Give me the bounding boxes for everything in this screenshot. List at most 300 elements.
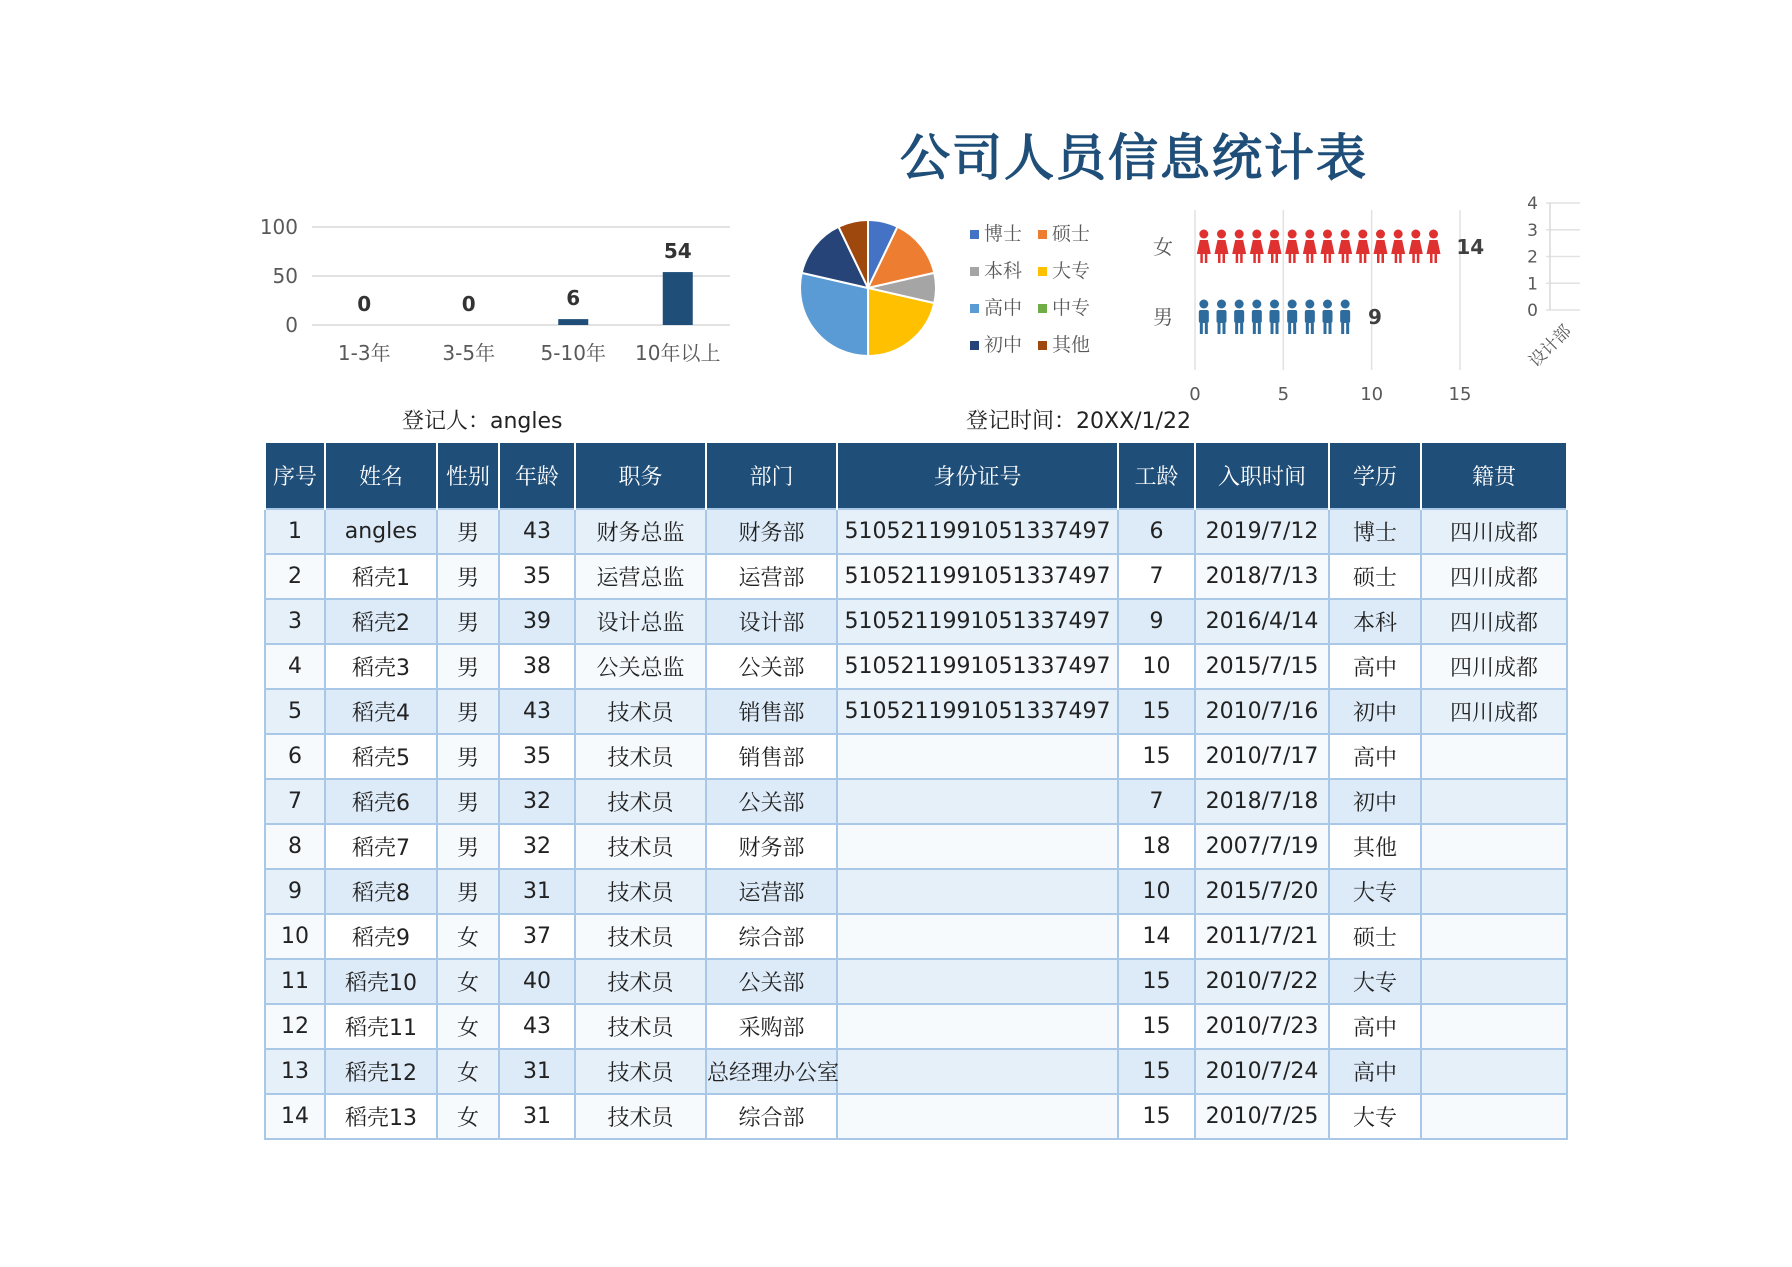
table-cell: 博士 (1329, 509, 1421, 554)
table-cell (1421, 959, 1567, 1004)
x-tick-label: 10年以上 (635, 341, 721, 365)
register-person-text: 登记人：angles (402, 409, 563, 434)
table-cell: 9 (265, 869, 325, 914)
table-cell: 公关总监 (575, 644, 706, 689)
table-cell: 稻壳7 (325, 824, 437, 869)
table-cell: 大专 (1329, 1094, 1421, 1139)
gender-chart-svg (1150, 200, 1490, 405)
table-cell (837, 1049, 1118, 1094)
y-tick-label: 50 (272, 264, 298, 288)
y-tick-label: 3 (1527, 220, 1538, 241)
person-dress (1374, 240, 1388, 254)
person-icon (1287, 300, 1297, 335)
person-leg (1253, 254, 1256, 263)
table-cell (1421, 734, 1567, 779)
legend-swatch (970, 267, 979, 276)
table-row (265, 734, 1567, 779)
person-body (1252, 310, 1262, 323)
legend-label: 其他 (1052, 334, 1091, 356)
person-icon (1252, 300, 1262, 335)
table-cell: 技术员 (575, 689, 706, 734)
x-tick-label: 5-10年 (540, 341, 606, 365)
department-chart-svg (1515, 195, 1585, 395)
table-cell: 31 (499, 869, 575, 914)
person-leg (1311, 254, 1314, 263)
table-cell (1421, 869, 1567, 914)
person-icon (1427, 230, 1441, 264)
table-cell: 15 (1118, 734, 1195, 779)
legend-label: 硕士 (1052, 223, 1091, 245)
person-head (1305, 300, 1314, 309)
table-row (265, 824, 1567, 869)
table-cell: 本科 (1329, 599, 1421, 644)
column-header: 学历 (1329, 443, 1421, 509)
person-dress (1391, 240, 1405, 254)
person-leg (1417, 254, 1420, 263)
table-cell: 11 (265, 959, 325, 1004)
table-cell: 稻壳2 (325, 599, 437, 644)
table-cell: 2010/7/23 (1195, 1004, 1329, 1049)
data-label: 54 (663, 239, 692, 264)
column-header: 入职时间 (1195, 443, 1329, 509)
person-leg (1288, 323, 1291, 334)
table-cell: 技术员 (575, 1049, 706, 1094)
person-icon (1232, 230, 1246, 264)
table-cell: 稻壳13 (325, 1094, 437, 1139)
table-cell (837, 779, 1118, 824)
person-head (1288, 300, 1297, 309)
person-dress (1338, 240, 1352, 254)
table-cell: 37 (499, 914, 575, 959)
person-body (1270, 310, 1280, 323)
person-dress (1197, 240, 1211, 254)
y-tick-label: 100 (259, 215, 298, 239)
person-leg (1399, 254, 1402, 263)
table-cell: 男 (437, 734, 499, 779)
table-cell: 15 (1118, 1094, 1195, 1139)
person-dress (1285, 240, 1299, 254)
person-head (1270, 300, 1279, 309)
legend-label: 高中 (984, 297, 1023, 319)
person-body (1305, 310, 1315, 323)
table-cell: 总经理办公室 (706, 1049, 837, 1094)
x-tick-label: 设计部 (1525, 321, 1576, 372)
person-dress (1356, 240, 1370, 254)
y-category-label: 男 (1153, 305, 1173, 329)
table-cell: 2 (265, 554, 325, 599)
legend-swatch (1038, 230, 1047, 239)
table-cell: 男 (437, 869, 499, 914)
person-leg (1218, 254, 1221, 263)
person-head (1252, 300, 1261, 309)
table-cell: 10 (1118, 644, 1195, 689)
person-head (1235, 230, 1244, 239)
person-head (1235, 300, 1244, 309)
person-head (1376, 230, 1385, 239)
table-cell: 稻壳5 (325, 734, 437, 779)
table-cell: 6 (1118, 509, 1195, 554)
table-cell: 13 (265, 1049, 325, 1094)
person-head (1429, 230, 1438, 239)
table-cell: 男 (437, 824, 499, 869)
person-head (1199, 300, 1208, 309)
table-cell: 女 (437, 1094, 499, 1139)
person-leg (1382, 254, 1385, 263)
person-leg (1293, 254, 1296, 263)
person-head (1217, 300, 1226, 309)
table-body (265, 509, 1567, 1139)
table-cell: 10 (265, 914, 325, 959)
table-cell: 5105211991051337497 (837, 509, 1118, 554)
person-leg (1329, 254, 1332, 263)
person-leg (1271, 254, 1274, 263)
table-row (265, 914, 1567, 959)
person-leg (1329, 323, 1332, 334)
register-person (402, 404, 563, 435)
table-cell: 稻壳10 (325, 959, 437, 1004)
table-cell: 财务部 (706, 824, 837, 869)
person-leg (1240, 323, 1243, 334)
table-row (265, 509, 1567, 554)
person-dress (1409, 240, 1423, 254)
table-cell: 女 (437, 914, 499, 959)
table-row (265, 689, 1567, 734)
legend-label: 博士 (984, 223, 1023, 245)
person-head (1288, 230, 1297, 239)
legend-label: 大专 (1052, 260, 1091, 282)
table-cell (1421, 824, 1567, 869)
column-header: 身份证号 (837, 443, 1118, 509)
table-cell: 14 (1118, 914, 1195, 959)
table-row (265, 1049, 1567, 1094)
y-tick-label: 0 (285, 313, 298, 337)
table-cell: 5105211991051337497 (837, 599, 1118, 644)
table-cell: 技术员 (575, 869, 706, 914)
table-cell: 四川成都 (1421, 689, 1567, 734)
table-cell: 男 (437, 779, 499, 824)
table-cell: 39 (499, 599, 575, 644)
table-cell: 四川成都 (1421, 509, 1567, 554)
table-cell: 稻壳12 (325, 1049, 437, 1094)
person-icon (1391, 230, 1405, 264)
person-icon (1197, 230, 1211, 264)
person-icon (1409, 230, 1423, 264)
table-cell: 稻壳8 (325, 869, 437, 914)
person-leg (1235, 323, 1238, 334)
table-cell: 运营总监 (575, 554, 706, 599)
table-cell (837, 869, 1118, 914)
person-leg (1223, 323, 1226, 334)
table-cell: 15 (1118, 1004, 1195, 1049)
table-cell: 稻壳4 (325, 689, 437, 734)
person-leg (1200, 323, 1203, 334)
table-cell: 销售部 (706, 734, 837, 779)
table-cell: 35 (499, 734, 575, 779)
table-cell: 男 (437, 644, 499, 689)
person-leg (1236, 254, 1239, 263)
person-icon (1338, 230, 1352, 264)
table-cell: angles (325, 509, 437, 554)
table-cell: 综合部 (706, 914, 837, 959)
person-leg (1311, 323, 1314, 334)
table-cell: 7 (1118, 779, 1195, 824)
person-dress (1303, 240, 1317, 254)
table-cell: 其他 (1329, 824, 1421, 869)
person-leg (1412, 254, 1415, 263)
table-cell: 2010/7/17 (1195, 734, 1329, 779)
person-icon (1215, 230, 1229, 264)
person-leg (1253, 323, 1256, 334)
table-cell: 9 (1118, 599, 1195, 644)
table-cell: 32 (499, 779, 575, 824)
table-cell: 稻壳11 (325, 1004, 437, 1049)
table-cell: 男 (437, 689, 499, 734)
legend-swatch (1038, 304, 1047, 313)
table-row (265, 554, 1567, 599)
education-pie-chart-svg (795, 210, 1125, 370)
person-dress (1215, 240, 1229, 254)
table-cell: 2019/7/12 (1195, 509, 1329, 554)
table-cell: 设计总监 (575, 599, 706, 644)
table-cell: 18 (1118, 824, 1195, 869)
table-row (265, 869, 1567, 914)
table-cell: 初中 (1329, 689, 1421, 734)
table-cell: 2010/7/24 (1195, 1049, 1329, 1094)
male-pictograph (1199, 300, 1350, 335)
column-header: 职务 (575, 443, 706, 509)
table-cell: 32 (499, 824, 575, 869)
table-cell: 技术员 (575, 959, 706, 1004)
person-leg (1205, 323, 1208, 334)
person-head (1341, 300, 1350, 309)
table-cell: 硕士 (1329, 554, 1421, 599)
table-row (265, 644, 1567, 689)
table-cell: 女 (437, 1004, 499, 1049)
column-header: 性别 (437, 443, 499, 509)
table-cell: 3 (265, 599, 325, 644)
person-leg (1346, 323, 1349, 334)
person-icon (1374, 230, 1388, 264)
column-header: 姓名 (325, 443, 437, 509)
table-cell (837, 1004, 1118, 1049)
table-row (265, 959, 1567, 1004)
person-leg (1271, 323, 1274, 334)
person-icon (1340, 300, 1350, 335)
person-icon (1268, 230, 1282, 264)
person-icon (1217, 300, 1227, 335)
table-cell: 运营部 (706, 869, 837, 914)
gender-chart (1150, 200, 1490, 405)
table-cell: 2015/7/15 (1195, 644, 1329, 689)
table-cell: 初中 (1329, 779, 1421, 824)
table-cell: 高中 (1329, 644, 1421, 689)
x-tick-label: 0 (1189, 384, 1201, 405)
table-cell: 技术员 (575, 779, 706, 824)
data-label: 0 (461, 292, 476, 316)
table-cell (1421, 914, 1567, 959)
person-leg (1223, 254, 1226, 263)
person-head (1217, 230, 1226, 239)
table-cell: 2015/7/20 (1195, 869, 1329, 914)
table-cell: 31 (499, 1094, 575, 1139)
table-cell: 7 (1118, 554, 1195, 599)
legend-label: 中专 (1052, 297, 1091, 319)
table-cell: 女 (437, 1049, 499, 1094)
table-cell: 2007/7/19 (1195, 824, 1329, 869)
table-cell: 技术员 (575, 824, 706, 869)
legend-label: 初中 (984, 334, 1023, 356)
table-cell: 技术员 (575, 1004, 706, 1049)
table-cell (837, 734, 1118, 779)
table-cell: 男 (437, 554, 499, 599)
person-dress (1427, 240, 1441, 254)
table-cell: 10 (1118, 869, 1195, 914)
female-pictograph (1197, 230, 1441, 264)
staff-table (264, 443, 1568, 1140)
column-header: 年龄 (499, 443, 575, 509)
legend-swatch (1038, 267, 1047, 276)
person-leg (1200, 254, 1203, 263)
table-cell: 5105211991051337497 (837, 644, 1118, 689)
person-icon (1285, 230, 1299, 264)
legend-swatch (970, 341, 979, 350)
y-category-label: 女 (1153, 235, 1173, 259)
person-icon (1199, 300, 1209, 335)
table-cell: 稻壳6 (325, 779, 437, 824)
person-leg (1258, 254, 1261, 263)
table-cell: 硕士 (1329, 914, 1421, 959)
person-icon (1305, 300, 1315, 335)
person-body (1340, 310, 1350, 323)
x-tick-label: 1-3年 (337, 341, 391, 365)
person-head (1323, 230, 1332, 239)
person-head (1341, 230, 1350, 239)
person-leg (1218, 323, 1221, 334)
table-cell: 14 (265, 1094, 325, 1139)
y-tick-label: 4 (1527, 194, 1538, 214)
table-cell: 15 (1118, 689, 1195, 734)
table-cell: 2010/7/16 (1195, 689, 1329, 734)
table-cell: 2018/7/13 (1195, 554, 1329, 599)
x-tick-label: 10 (1360, 384, 1384, 405)
table-cell: 技术员 (575, 1094, 706, 1139)
table-cell: 大专 (1329, 869, 1421, 914)
table-cell (837, 1094, 1118, 1139)
table-row (265, 1004, 1567, 1049)
table-cell: 技术员 (575, 914, 706, 959)
person-body (1323, 310, 1333, 323)
table-cell: 稻壳3 (325, 644, 437, 689)
person-head (1323, 300, 1332, 309)
table-cell: 设计部 (706, 599, 837, 644)
y-tick-label: 0 (1527, 301, 1538, 321)
table-cell: 2018/7/18 (1195, 779, 1329, 824)
y-tick-label: 1 (1527, 274, 1538, 295)
person-head (1394, 230, 1403, 239)
table-cell: 5105211991051337497 (837, 554, 1118, 599)
table-cell: 高中 (1329, 1049, 1421, 1094)
data-label: 6 (566, 286, 581, 311)
table-cell: 38 (499, 644, 575, 689)
person-icon (1303, 230, 1317, 264)
bar (558, 319, 588, 325)
table-cell (1421, 1004, 1567, 1049)
table-cell: 公关部 (706, 644, 837, 689)
service-years-chart (250, 205, 750, 375)
person-head (1199, 230, 1208, 239)
person-leg (1377, 254, 1380, 263)
data-label: 14 (1456, 235, 1485, 259)
person-body (1199, 310, 1209, 323)
table-cell: 四川成都 (1421, 554, 1567, 599)
table-cell: 43 (499, 509, 575, 554)
table-cell: 5 (265, 689, 325, 734)
person-leg (1342, 254, 1345, 263)
table-row (265, 599, 1567, 644)
person-icon (1323, 300, 1333, 335)
x-tick-label: 3-5年 (442, 341, 496, 365)
table-cell: 2010/7/25 (1195, 1094, 1329, 1139)
person-leg (1324, 254, 1327, 263)
column-header: 部门 (706, 443, 837, 509)
person-leg (1346, 254, 1349, 263)
x-tick-label: 15 (1448, 384, 1472, 405)
table-cell: 技术员 (575, 734, 706, 779)
person-icon (1234, 300, 1244, 335)
person-body (1217, 310, 1227, 323)
table-cell: 40 (499, 959, 575, 1004)
table-cell (837, 959, 1118, 1004)
person-head (1411, 230, 1420, 239)
table-cell: 15 (1118, 959, 1195, 1004)
column-header: 序号 (265, 443, 325, 509)
table-cell: 1 (265, 509, 325, 554)
table-cell (1421, 779, 1567, 824)
table-cell: 5105211991051337497 (837, 689, 1118, 734)
person-dress (1232, 240, 1246, 254)
service-years-chart-svg (250, 205, 750, 375)
x-tick-label: 5 (1277, 384, 1290, 405)
person-leg (1359, 254, 1362, 263)
table-row (265, 779, 1567, 824)
table-cell: 销售部 (706, 689, 837, 734)
person-leg (1395, 254, 1398, 263)
table-cell: 2010/7/22 (1195, 959, 1329, 1004)
table-cell: 男 (437, 599, 499, 644)
table-cell (837, 914, 1118, 959)
education-pie-chart (795, 210, 1125, 370)
person-dress (1268, 240, 1282, 254)
person-head (1252, 230, 1261, 239)
table-cell (1421, 1049, 1567, 1094)
person-leg (1289, 254, 1292, 263)
table-header-row (265, 443, 1567, 509)
table-cell: 大专 (1329, 959, 1421, 1004)
legend-swatch (970, 230, 979, 239)
person-icon (1321, 230, 1335, 264)
table-cell: 12 (265, 1004, 325, 1049)
person-dress (1321, 240, 1335, 254)
register-time-text: 登记时间：20XX/1/22 (966, 409, 1191, 434)
column-header: 工龄 (1118, 443, 1195, 509)
person-leg (1306, 323, 1309, 334)
table-cell: 四川成都 (1421, 599, 1567, 644)
person-leg (1430, 254, 1433, 263)
table-cell: 8 (265, 824, 325, 869)
person-leg (1276, 323, 1279, 334)
table-row (265, 1094, 1567, 1139)
table-cell: 35 (499, 554, 575, 599)
